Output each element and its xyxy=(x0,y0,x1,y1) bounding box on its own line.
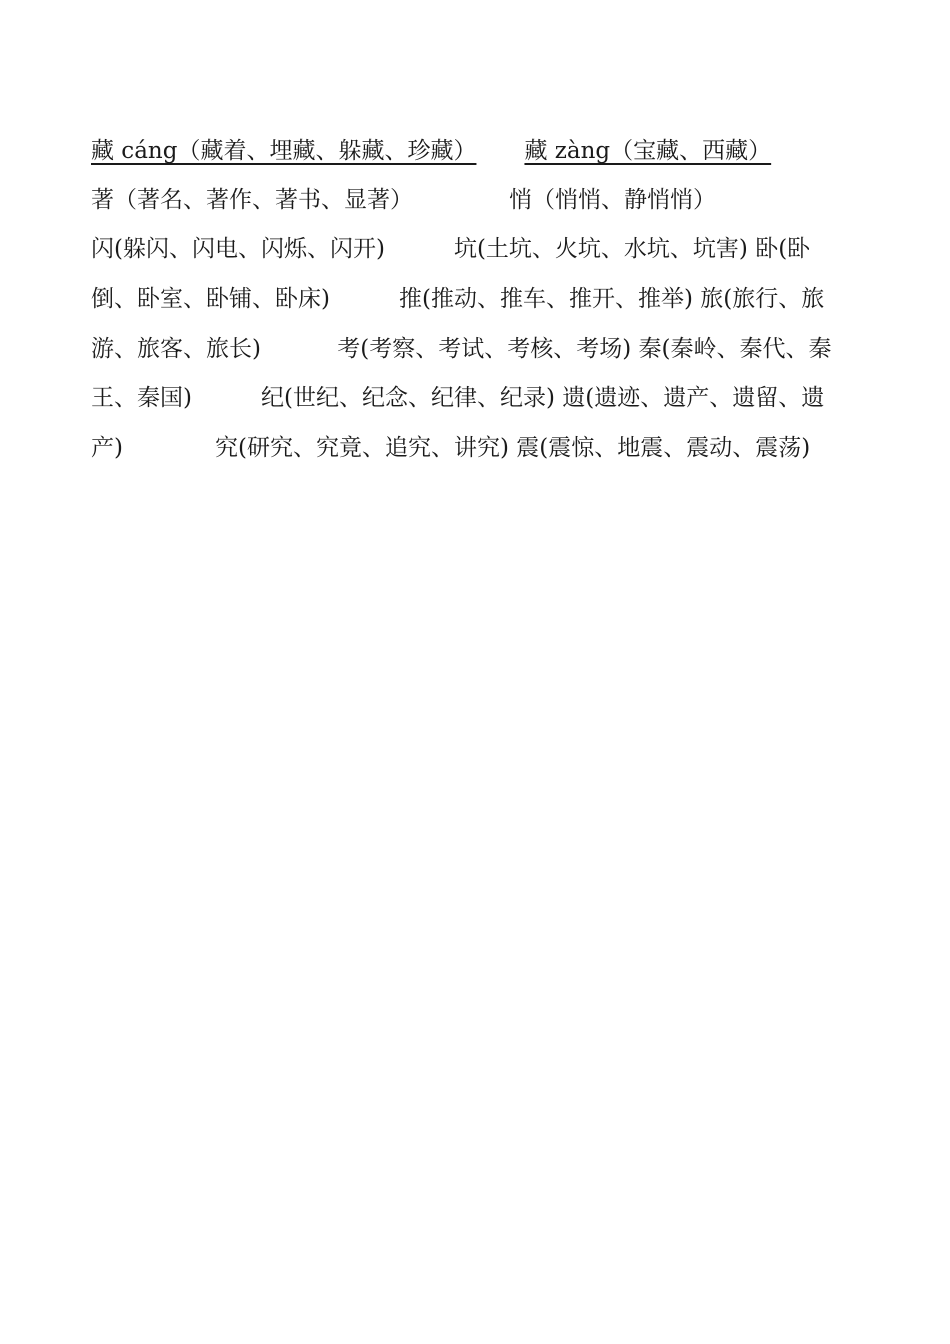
text-line-7: 产) 究(研究、究竟、追究、讲究) 震(震惊、地震、震动、震荡) xyxy=(91,435,811,461)
text-line-2 xyxy=(91,185,861,215)
word-group-qiao: 悄（悄悄、静悄悄） xyxy=(509,187,716,213)
text-line-1 xyxy=(91,136,861,166)
text-line-6: 王、秦国) 纪(世纪、纪念、纪律、纪录) 遗(遗迹、遗产、遗留、遗 xyxy=(91,385,825,411)
text-line-3: 闪(躲闪、闪电、闪烁、闪开) 坑(土坑、火坑、水坑、坑害) 卧(卧 xyxy=(91,236,811,262)
text-line-5: 游、旅客、旅长) 考(考察、考试、考核、考场) 秦(秦岭、秦代、秦 xyxy=(91,336,832,362)
word-group-zang: 藏 zàng（宝藏、西藏） xyxy=(524,138,772,164)
text-line-4: 倒、卧室、卧铺、卧床) 推(推动、推车、推开、推举) 旅(旅行、旅 xyxy=(91,286,825,312)
word-group-cang: 藏 cáng（藏着、埋藏、躲藏、珍藏） xyxy=(91,138,477,164)
word-group-zhu: 著（著名、著作、著书、显著） xyxy=(91,187,413,213)
